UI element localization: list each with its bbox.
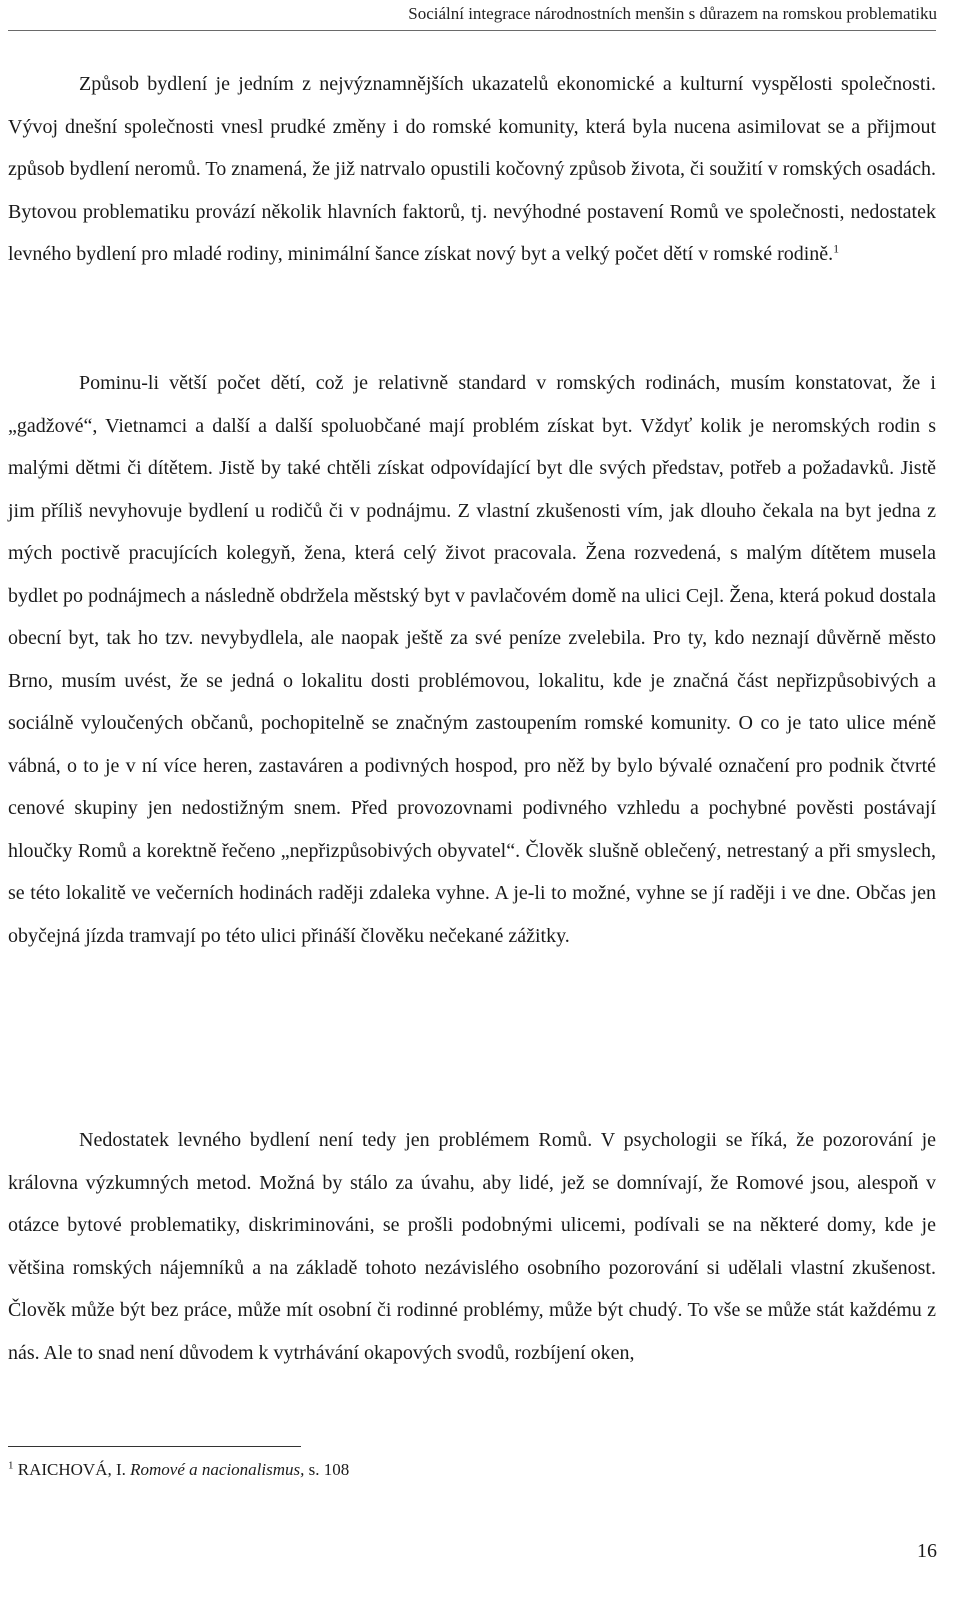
footnote-author: RAICHOVÁ, I. [17,1460,126,1479]
running-header: Sociální integrace národnostních menšin s důrazem na romskou problematiku [408,4,937,23]
footnote-number: 1 [8,1459,14,1472]
footnote-page: s. 108 [308,1460,350,1479]
paragraph-2-text: Pominu-li větší počet dětí, což je relativně standard v romských rodinách, musím konstatovat, že i „gadžové“, Vietnamci a další a další spoluobčané mají problém získat byt. Vždyť kolik je neromských rodin s malými dětmi či dítětem. Jistě by také chtěli získat odpovídající byt dle svých představ, potřeb a požadavků. Jistě jim příliš nevyhovuje bydlení u rodičů či v podnájmu. Z vlastní zkušenosti vím, jak dlouho čekala na byt jedna z mých poctivě pracujících kolegyň, žena, která celý život pracovala. Žena rozvedená, s malým dítětem musela bydlet po podnájmech a následně obdržela městský byt v pavlačovém domě na ulici Cejl. Žena, která pokud dostala obecní byt, tak ho tzv. nevybydlela, ale naopak ještě za své peníze zvelebila. Pro ty, kdo neznají důvěrně město Brno, musím uvést, že se jedná o lokalitu dosti problémovou, lokalitu, kde je značná část nepřizpůsobivých a sociálně vyloučených občanů, pochopitelně se značným zastoupením romské komunity. O co je tato ulice méně vábná, o to je v ní více heren, zastaváren a podivných hospod, pro něž by bylo bývalé označení pro podnik čtvrté cenové skupiny jen nedostižným snem. Před provozovnami podivného vzhledu a pochybné pověsti postávají hloučky Romů a korektně řečeno „nepřizpůsobivých obyvatel“. Člověk slušně oblečený, netrestaný a při smyslech, se této lokalitě ve večerních hodinách raději zdaleka vyhne. A je-li to možné, vyhne se jí raději i ve dne. Občas jen obyčejná jízda tramvají po této ulici přináší člověku nečekané zážitky. [8,372,936,947]
paragraph-1-text: Způsob bydlení je jedním z nejvýznamnějších ukazatelů ekonomické a kulturní vyspělosti společnosti. Vývoj dnešní společnosti vnesl prudké změny i do romské komunity, která byla nucena asimilovat se a přijmout způsob bydlení neromů. To znamená, že již natrvalo opustili kočovný způsob života, či soužití v romských osadách. Bytovou problematiku provází několik hlavních faktorů, tj. nevýhodné postavení Romů ve společnosti, nedostatek levného bydlení pro mladé rodiny, minimální šance získat nový byt a velký počet dětí v romské rodině. [8,73,937,265]
footnote [8,1458,349,1482]
paragraph-2 [8,362,936,957]
footnote-divider [8,1446,301,1447]
footnote-reference[interactable]: 1 [833,241,840,256]
footnote-title: Romové a nacionalismus, [130,1460,305,1479]
paragraph-1 [8,63,936,276]
paragraph-3-text: Nedostatek levného bydlení není tedy jen problémem Romů. V psychologii se říká, že pozorování je královna výzkumných metod. Možná by stálo za úvahu, aby lidé, jež se domnívají, že Romové jsou, alespoň v otázce bytové problematiky, diskriminováni, se prošli podobnými ulicemi, podívali se na některé domy, kde je většina romských nájemníků a na základě tohoto nezávislého osobního pozorování si udělali vlastní zkušenost. Člověk může být bez práce, může mít osobní či rodinné problémy, může být chudý. To vše se může stát každému z nás. Ale to snad není důvodem k vytrhávání okapových svodů, rozbíjení oken, [8,1129,936,1364]
header-divider [8,30,936,31]
page-number: 16 [917,1540,937,1562]
paragraph-3 [8,1119,936,1374]
